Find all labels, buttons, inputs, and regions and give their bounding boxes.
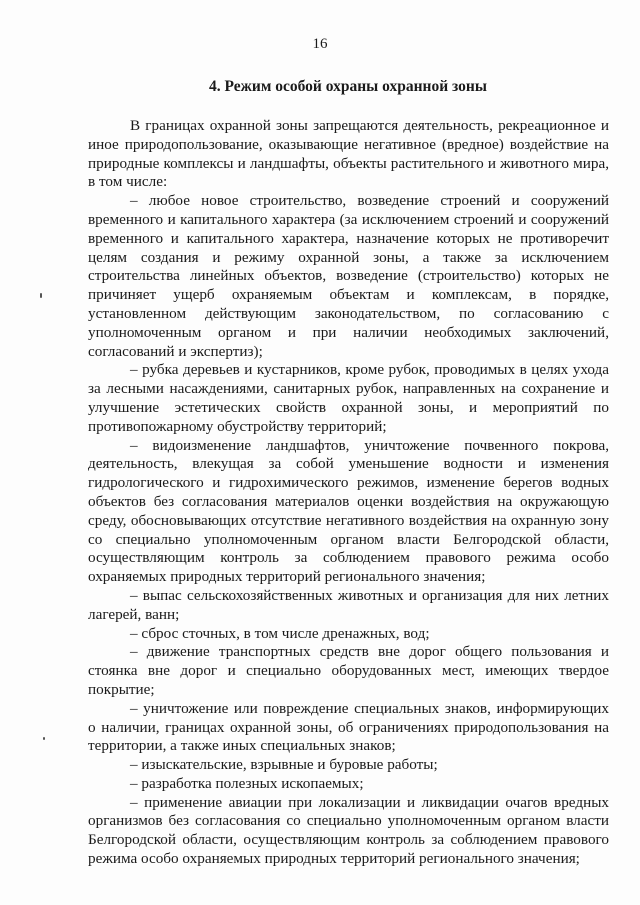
list-item: – любое новое строительство, возведение строений и сооружений временного и капитального характера (за исключением строений и сооружений временного и капитального характера, назначение которых не противоречит целям создания и режиму охранной зоны, а также за исключением строительства линейных объектов, возведение (строительство) которых не причиняет ущерб охраняемым объектам и комплексам, в порядке, установленном действующим законодательством, по согласованию с уполномоченным органом и при наличии необходимых заключений, согласований и экспертиз);: [88, 192, 609, 360]
list-item: – движение транспортных средств вне дорог общего пользования и стоянка вне дорог и специально оборудованных мест, имеющих твердое покрытие;: [88, 643, 609, 698]
scan-speck: [40, 293, 42, 298]
intro-paragraph: В границах охранной зоны запрещаются деятельность, рекреационное и иное природопользование, оказывающие негативное (вредное) воздействие на природные комплексы и ландшафты, объекты растительного и животного мира, в том числе:: [88, 117, 609, 191]
scan-speck: [43, 737, 45, 740]
section-heading: 4. Режим особой охраны охранной зоны: [209, 78, 487, 95]
list-item: – видоизменение ландшафтов, уничтожение почвенного покрова, деятельность, влекущая за собой уменьшение водности и изменения гидрологического и гидрохимического режимов, изменение берегов водных объектов без согласования материалов оценки воздействия на окружающую среду, обосновывающих отсутствие негативного воздействия на охранную зону со специально уполномоченным органом власти Белгородской области, осуществляющим контроль за соблюдением правового режима особо охраняемых природных территорий регионального значения;: [88, 436, 609, 586]
list-item: – разработка полезных ископаемых;: [130, 774, 364, 792]
list-item: – изыскательские, взрывные и буровые работы;: [130, 756, 438, 774]
list-item: – применение авиации при локализации и ликвидации очагов вредных организмов без согласования со специально уполномоченным органом власти Белгородской области, осуществляющим контроль за соблюдением правового режима особо охраняемых природных территорий регионального значения;: [88, 793, 609, 868]
list-item: – сброс сточных, в том числе дренажных, вод;: [130, 624, 430, 642]
document-body: [88, 117, 609, 869]
list-item: – выпас сельскохозяйственных животных и организация для них летних лагерей, ванн;: [88, 586, 609, 623]
page-number: 16: [312, 36, 328, 52]
list-item: – уничтожение или повреждение специальных знаков, информирующих о наличии, границах охранной зоны, об ограничениях природопользования на территории, а также иных специальных знаков;: [88, 699, 609, 755]
list-item: – рубка деревьев и кустарников, кроме рубок, проводимых в целях ухода за лесными насаждениями, санитарных рубок, направленных на сохранение и улучшение эстетических свойств охранной зоны, и мероприятий по противопожарному обустройству территорий;: [88, 361, 609, 435]
